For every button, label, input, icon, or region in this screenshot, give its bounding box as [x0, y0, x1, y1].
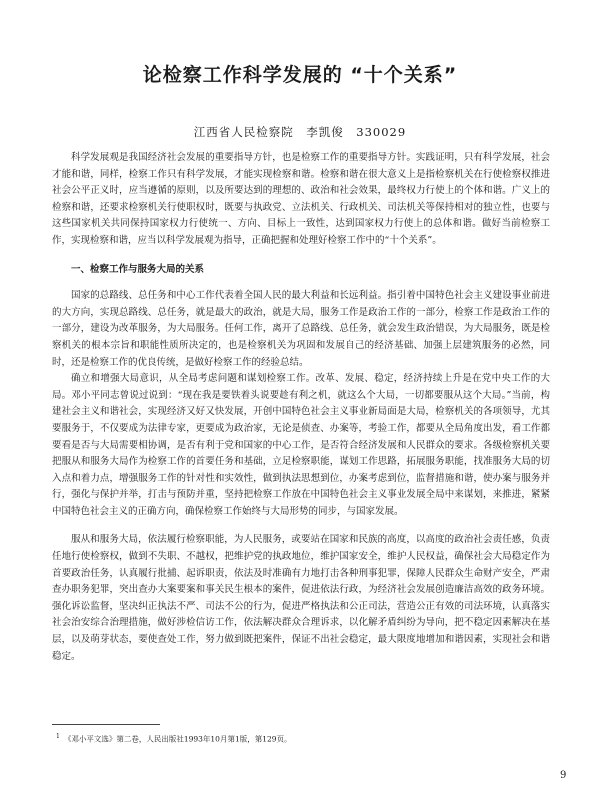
footnote-marker: 1	[56, 733, 60, 740]
intro-paragraph: 科学发展观是我国经济社会发展的重要指导方针，也是检察工作的重要指导方针。实践证明，只有科学发展，社会才能和谐，同样，检察工作只有科学发展，才能实现检察和谐。检察和谐在很大意义上是指检察机关在行使检察权推进社会公平正义时，应当遵循的原则，以及所要达到的理想的、政治和社会效果，最终权力行使上的个体和谐。广义上的检察和谐，还要求检察机关行使职权时，既要与执政党、立法机关、行政机关、司法机关等保持相对的独立性，也要与这些国家机关共同保持国家权力行使统一、方向、目标上一致性，达到国家权力行使上的总体和谐。做好当前检察工作，实现检察和谐，应当以科学发展观为指导，正确把握和处理好检察工作中的“十个关系”。	[52, 152, 550, 246]
body-text	[52, 150, 550, 665]
paragraph: 国家的总路线、总任务和中心工作代表着全国人民的最大利益和长远利益。指引着中国特色社会主义建设事业前进的大方向，实现总路线、总任务，就是最大的政治，就是大局，服务工作是政治工作的一部分，检察工作是政治工作的一部分，建设为改革服务，为大局服务。任何工作，离开了总路线、总任务，就会发生政治错误，为大局服务，既是检察机关的根本宗旨和职能性质所决定的，也是检察机关为巩固和发展自己的经济基础、加强上层建筑服务的必然，同时，还是检察工作的优良传统，是做好检察工作的经验总结。	[52, 290, 550, 368]
footnote	[56, 731, 546, 745]
paragraph: 确立和增强大局意识，从全局考虑问题和谋划检察工作。改革、发展、稳定，经济持续上升是在党中央工作的大局。邓小平同志曾说过说到：“现在我是要铁着头说要趁有利之机，就这么个大局，一切都要服从这个大局。”当前，构建社会主义和谐社会，实现经济又好又快发展，开创中国特色社会主义事业新局面是大局，检察机关的各项领导，尤其要服务于，不仅要成为法律专家，更要成为政治家，无论是侦查、办案等，考验工作，都要从全局角度出发，看工作都要看是否与大局需要相协调，是否有利于党和国家的中心工作，是否符合经济发展和人民群众的要求。各级检察机关要把服从和服务大局作为检察工作的首要任务和基础，立足检察职能，谋划工作思路，拓展服务职能，找准服务大局的切入点和着力点，增强服务工作的针对性和实效性，做到执法思想到位，办案考虑到位，监督措施和谐，使办案与服务并行，强化与保护并举，打击与预防并重，坚持把检察工作放在中国特色社会主义事业发展全局中来谋划，来推进，紧紧中国特色社会主义的正确方向，确保检察工作始终与大局形势的同步，与国家发展。	[52, 373, 550, 517]
paragraph: 服从和服务大局，依法履行检察职能，为人民服务，或要站在国家和民族的高度，以高度的政治社会责任感，负责任地行使检察权，做到不失职、不越权，把维护党的执政地位，维护国家安全，维护人民权益，确保社会大局稳定作为首要政治任务，认真履行批捕、起诉职责，依法及时准确有力地打击各种刑事犯罪，保障人民群众生命财产安全，严肃查办职务犯罪，突出查办大案要案和事关民生根本的案件，促进依法行政，为经济社会发展创造廉洁高效的政务环境。强化诉讼监督，坚决纠正执法不严、司法不公的行为，促进严格执法和公正司法，营造公正有效的司法环境，认真落实社会治安综合治理措施，做好涉检信访工作，依法解决群众合理诉求，以化解矛盾纠纷为导向，把不稳定因素解决在基层，以及萌芽状态，要使查处工作，努力做到既把案件，保证不出社会稳定，最大限度地增加和谐因素，实现社会和谐稳定。	[52, 534, 550, 662]
page-title: 论检察工作科学发展的 “十个关系”	[142, 64, 458, 86]
footnote-divider	[52, 724, 160, 725]
section-heading: 一、检察工作与服务大局的关系	[71, 263, 205, 275]
footnote-text: 《邓小平文选》第二卷，人民出版社1993年10月第1版，第129页。	[63, 734, 292, 744]
page-number: 9	[560, 770, 567, 781]
author-line: 江西省人民检察院 李凯俊 330029	[193, 125, 407, 139]
